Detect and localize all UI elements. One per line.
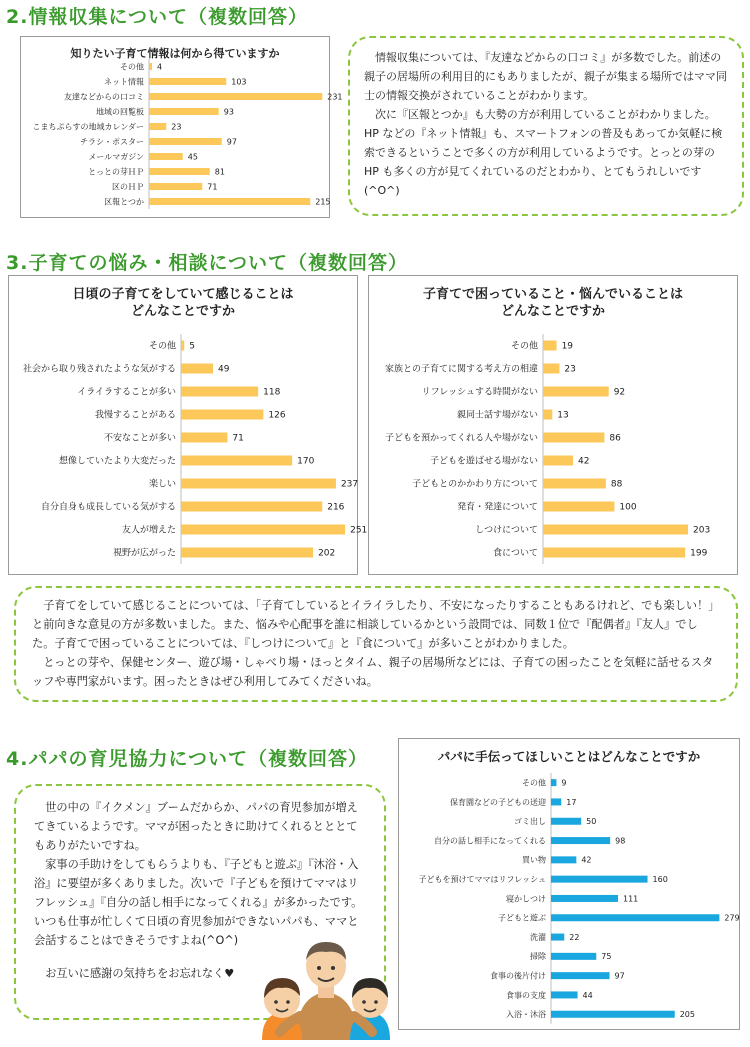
category-label: 子どもを遊ばせる場がない [429, 456, 538, 467]
value-label: 23 [564, 364, 576, 375]
value-label: 92 [613, 387, 626, 398]
bar [551, 934, 564, 941]
value-label: 97 [226, 137, 237, 147]
bar [543, 525, 688, 535]
value-label: 17 [566, 797, 577, 807]
bar [551, 953, 596, 960]
category-label: イライラすることが多い [77, 387, 176, 398]
bar [551, 895, 618, 902]
bar [149, 93, 322, 100]
bar [181, 548, 313, 558]
value-label: 160 [652, 874, 668, 884]
text-papa-p2: 家事の手助けをしてもらうよりも、『子どもと遊ぶ』『沐浴・入浴』に要望が多くありました。次いで『子どもを預けてママはリフレッシュ』『自分の話し相手になってくれる』が多かったです。いつも仕事が忙しくて日頃の育児参加ができないパパも、ママと会話することはできそうですよね(^O^) [34, 858, 363, 947]
chart-troubles [368, 275, 738, 575]
category-label: 自分自身も成長している気がする [40, 502, 176, 513]
chart-svg [21, 37, 343, 219]
value-label: 23 [171, 122, 182, 132]
value-label: 42 [578, 456, 590, 467]
category-label: 楽しい [148, 479, 176, 490]
value-label: 9 [561, 778, 567, 788]
bar [551, 856, 576, 863]
chart-svg [369, 276, 739, 576]
category-label: 不安なことが多い [103, 433, 176, 444]
category-label: 食について [493, 548, 538, 559]
category-label: 子どもとのかかわり方について [412, 479, 538, 490]
category-label: ネット情報 [104, 77, 144, 87]
family-illustration [256, 928, 396, 1040]
text-info-p2: 次に『区報とつか』も大勢の方が利用していることがわかりました。HP などの『ネット情報』も、スマートフォンの普及もあってか気軽に検索できるということで多くの方が利用しているようです。とっとの芽の HP も多くの方が見てくれているのだとわかり、とてもうれしいです(^O^) [364, 108, 723, 197]
bar [181, 433, 227, 443]
value-label: 19 [561, 341, 574, 352]
category-label: メールマガジン [88, 152, 144, 162]
bar [543, 410, 552, 420]
chart-svg [9, 276, 368, 576]
bar [181, 525, 345, 535]
bar [181, 456, 292, 466]
bar [181, 387, 258, 397]
section-title-worries: 3.子育ての悩み・相談について（複数回答） [6, 252, 409, 274]
chart-title: 知りたい子育て情報は何から得ていますか [70, 47, 280, 60]
category-label: 入浴・沐浴 [506, 1010, 546, 1020]
category-label: しつけについて [475, 525, 538, 536]
value-label: 202 [318, 548, 336, 559]
chart-title: 日頃の子育てをしていて感じることは どんなことですか [72, 287, 294, 319]
category-label: その他 [120, 62, 144, 72]
section-title-info: 2.情報収集について（複数回答） [6, 6, 309, 28]
value-label: 216 [327, 502, 345, 513]
bar [181, 341, 184, 351]
category-label: 社会から取り残されたような気がする [22, 364, 176, 375]
chart-title: 子育てで困っていること・悩んでいることは どんなことですか [422, 287, 683, 319]
category-label: その他 [522, 778, 546, 788]
bar [551, 818, 581, 825]
bar [181, 479, 336, 489]
value-label: 75 [601, 952, 612, 962]
category-label: 食事の後片付け [490, 971, 546, 981]
value-label: 42 [581, 855, 592, 865]
category-label: 子どもと遊ぶ [498, 913, 546, 923]
category-label: リフレッシュする時間がない [421, 387, 538, 398]
value-label: 231 [327, 92, 343, 102]
value-label: 71 [207, 182, 218, 192]
category-label: 区報とつか [104, 197, 144, 207]
bar [551, 914, 719, 921]
category-label: 区のＨＰ [112, 182, 144, 192]
bar [149, 198, 310, 205]
value-label: 88 [610, 479, 623, 490]
value-label: 103 [231, 77, 247, 87]
bar [181, 410, 263, 420]
bar [543, 387, 609, 397]
bar [551, 798, 561, 805]
chart-feelings [8, 275, 368, 575]
category-label: 食事の支度 [506, 990, 546, 1000]
bar [543, 433, 604, 443]
chart-info-sources [20, 36, 343, 218]
value-label: 98 [615, 836, 626, 846]
value-label: 215 [315, 197, 331, 207]
bar [543, 479, 606, 489]
category-label: 寝かしつけ [506, 894, 546, 904]
category-label: 保育園などの子どもの送迎 [450, 797, 546, 807]
value-label: 49 [218, 364, 230, 375]
category-label: 子どもを預けてママはリフレッシュ [418, 874, 546, 884]
value-label: 22 [569, 932, 580, 942]
category-label: 自分の話し相手になってくれる [434, 836, 546, 846]
category-label: 家族との子育てに関する考え方の相違 [384, 364, 538, 375]
chart-papa-help [398, 738, 740, 1030]
bar [149, 63, 152, 70]
bar [543, 548, 685, 558]
text-papa-p3: お互いに感謝の気持ちをお忘れなく♥ [45, 967, 235, 980]
category-label: 子どもを預かってくれる人や場がない [384, 433, 538, 444]
category-label: 友達などからの口コミ [64, 92, 144, 102]
chart-title: パパに手伝ってほしいことはどんなことですか [437, 749, 701, 764]
value-label: 71 [232, 433, 244, 444]
text-info-p1: 情報収集については、『友達などからの口コミ』が多数でした。前述の親子の居場所の利用目的にもありましたが、親子が集まる場所ではママ同士の情報交換がされていることがわかります。 [364, 51, 727, 102]
text-worries [14, 586, 738, 702]
category-label: 洗濯 [530, 932, 546, 942]
value-label: 199 [690, 548, 708, 559]
category-label: 掃除 [530, 952, 546, 962]
bar [181, 502, 322, 512]
chart-svg [399, 739, 741, 1031]
category-label: 発育・発達について [457, 502, 538, 513]
category-label: チラシ・ポスター [80, 137, 144, 147]
value-label: 86 [609, 433, 621, 444]
text-papa-p1: 世の中の『イクメン』ブームだからか、パパの育児参加が増えてきているようです。ママが困ったときに助けてくれるとととてもありがたいですね。 [34, 801, 358, 852]
bar [181, 364, 213, 374]
category-label: 友人が増えた [121, 525, 176, 536]
category-label: 想像していたより大変だった [58, 456, 176, 467]
category-label: 我慢することがある [94, 410, 176, 421]
bar [551, 1011, 675, 1018]
section-title-papa: 4.パパの育児協力について（複数回答） [6, 748, 369, 770]
value-label: 205 [679, 1010, 696, 1020]
text-info [348, 36, 744, 216]
category-label: 親同士話す場がない [456, 410, 538, 421]
bar [149, 168, 210, 175]
value-label: 81 [214, 167, 225, 177]
value-label: 50 [586, 817, 597, 827]
value-label: 5 [189, 341, 196, 352]
category-label: その他 [510, 341, 538, 352]
bar [543, 364, 559, 374]
category-label: とっとの芽ＨＰ [88, 167, 144, 177]
value-label: 279 [724, 913, 740, 923]
text-worries-p1: 子育てをしていて感じることについては、「子育てしているとイライラしたり、不安になったりすることもあるけれど、でも楽しい！」と前向きな意見の方が多数いました。また、悩みや心配事を誰に相談しているかという設問では、同数１位で『配偶者』『友人』でした。子育てで困っていることについては、『しつけについて』と『食について』が多いことがわかりました。 [32, 599, 720, 650]
bar [149, 123, 166, 130]
bar [543, 456, 573, 466]
bar [149, 78, 226, 85]
value-label: 126 [268, 410, 286, 421]
bar [149, 153, 183, 160]
value-label: 237 [340, 479, 359, 490]
value-label: 118 [263, 387, 281, 398]
value-label: 251 [350, 525, 368, 536]
category-label: 地域の回覧板 [96, 107, 144, 117]
bar [149, 108, 219, 115]
category-label: 買い物 [522, 855, 546, 865]
value-label: 44 [582, 990, 593, 1000]
text-worries-p2: とっとの芽や、保健センター、遊び場・しゃべり場・ほっとタイム、親子の居場所などには、子育ての困ったことを気軽に話せるスタッフや専門家がいます。困ったときはぜひ利用してみてくださいね。 [32, 656, 714, 688]
value-label: 100 [619, 502, 637, 513]
bar [149, 183, 202, 190]
value-label: 97 [614, 971, 625, 981]
value-label: 13 [557, 410, 569, 421]
category-label: ゴミ出し [514, 817, 546, 827]
bar [551, 837, 610, 844]
category-label: その他 [148, 341, 176, 352]
category-label: こまちぷらすの地域カレンダー [32, 122, 144, 132]
value-label: 4 [157, 62, 163, 72]
value-label: 93 [223, 107, 234, 117]
bar [551, 991, 578, 998]
bar [551, 779, 556, 786]
bar [543, 341, 557, 351]
bar [149, 138, 222, 145]
value-label: 111 [622, 894, 639, 904]
value-label: 170 [297, 456, 315, 467]
bar [543, 502, 614, 512]
category-label: 視野が広がった [112, 548, 176, 559]
value-label: 45 [187, 152, 198, 162]
value-label: 203 [693, 525, 711, 536]
bar [551, 876, 648, 883]
bar [551, 972, 610, 979]
